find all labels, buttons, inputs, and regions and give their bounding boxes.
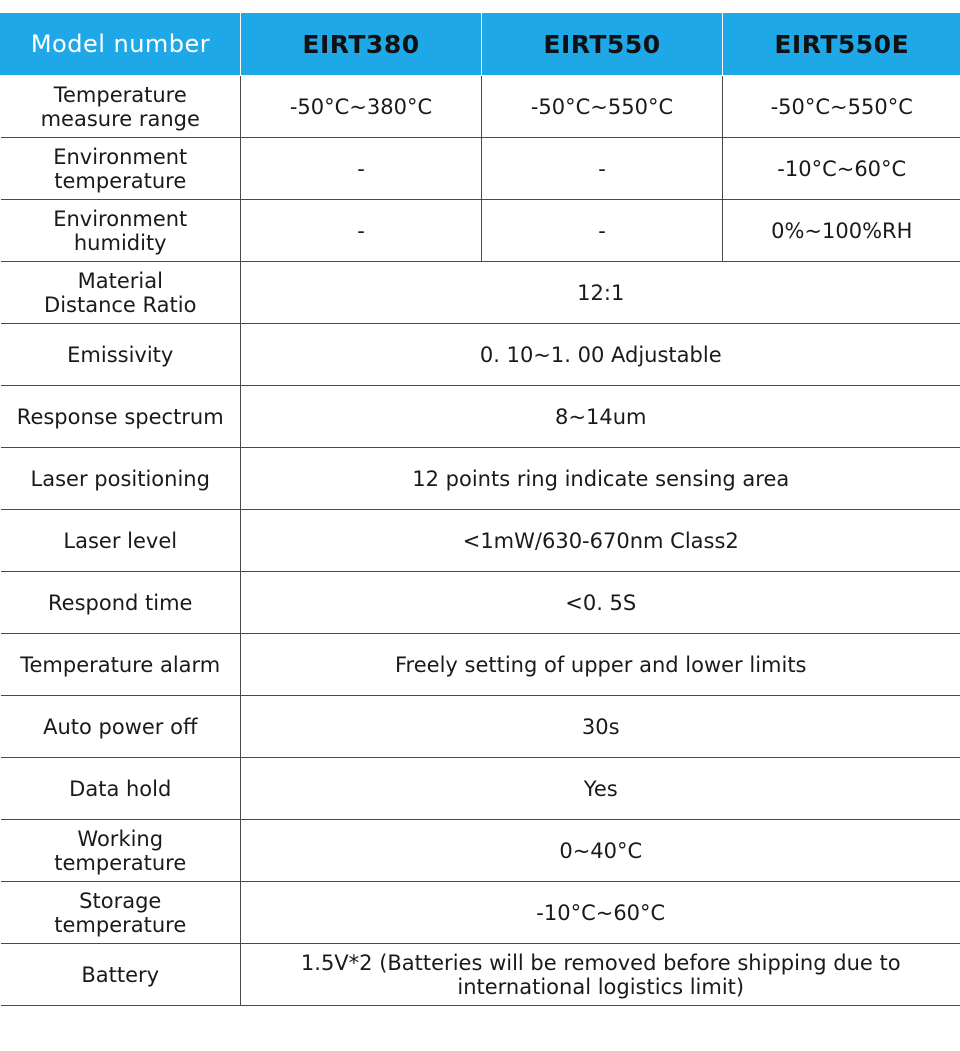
table-row [1,944,960,1006]
cell-value: 0. 10~1. 00 Adjustable [241,324,960,386]
table-row [1,758,960,820]
model-number-label: Model number [1,13,241,76]
cell-value: 8~14um [241,386,960,448]
row-label-line: Storage [79,888,162,913]
table-row [1,138,960,200]
table-row [1,634,960,696]
row-label-line: Environment [53,206,188,231]
row-label: Response spectrum [1,386,241,448]
cell-value: 30s [241,696,960,758]
model-header: EIRT550E [723,13,960,76]
cell-value: <1mW/630-670nm Class2 [241,510,960,572]
row-label: Emissivity [1,324,241,386]
table-row [1,76,960,138]
table-row [1,572,960,634]
row-label: Battery [1,944,241,1006]
row-label: Respond time [1,572,241,634]
cell-value: - [482,138,723,200]
row-label: Laser level [1,510,241,572]
cell-value: -50°C~550°C [723,76,960,138]
row-label-line: temperature [54,168,187,193]
cell-value: -10°C~60°C [723,138,960,200]
table-row [1,882,960,944]
cell-value: -50°C~550°C [482,76,723,138]
cell-value: - [241,138,482,200]
table-row [1,386,960,448]
cell-value: -10°C~60°C [241,882,960,944]
cell-value: - [482,200,723,262]
row-label-line: Temperature [53,82,187,107]
row-label-line: humidity [73,230,167,255]
cell-value: <0. 5S [241,572,960,634]
row-label [1,262,241,324]
row-label [1,76,241,138]
cell-value: - [241,200,482,262]
row-label: Auto power off [1,696,241,758]
cell-value: 0~40°C [241,820,960,882]
table-row [1,448,960,510]
cell-value: Freely setting of upper and lower limits [241,634,960,696]
cell-value: -50°C~380°C [241,76,482,138]
row-label-line: measure range [40,106,200,131]
row-label-line: temperature [54,850,187,875]
spec-table [0,12,960,1006]
cell-value: 0%~100%RH [723,200,960,262]
row-label: Data hold [1,758,241,820]
row-label [1,882,241,944]
header-row [1,13,960,76]
table-row [1,324,960,386]
table-row [1,200,960,262]
table-row [1,820,960,882]
table-row [1,510,960,572]
row-label [1,200,241,262]
row-label: Laser positioning [1,448,241,510]
model-header: EIRT550 [482,13,723,76]
battery-line: 1.5V*2 (Batteries will be removed before shipping due to [300,950,901,975]
battery-line: international logistics limit) [457,974,745,999]
cell-value [241,944,960,1006]
row-label [1,820,241,882]
cell-value: 12 points ring indicate sensing area [241,448,960,510]
model-header: EIRT380 [241,13,482,76]
row-label-line: Material [77,268,163,293]
row-label [1,138,241,200]
table-row [1,262,960,324]
row-label-line: Working [77,826,164,851]
cell-value: Yes [241,758,960,820]
row-label: Temperature alarm [1,634,241,696]
cell-value: 12:1 [241,262,960,324]
row-label-line: Distance Ratio [44,292,197,317]
row-label-line: Environment [53,144,188,169]
row-label-line: temperature [54,912,187,937]
table-row [1,696,960,758]
